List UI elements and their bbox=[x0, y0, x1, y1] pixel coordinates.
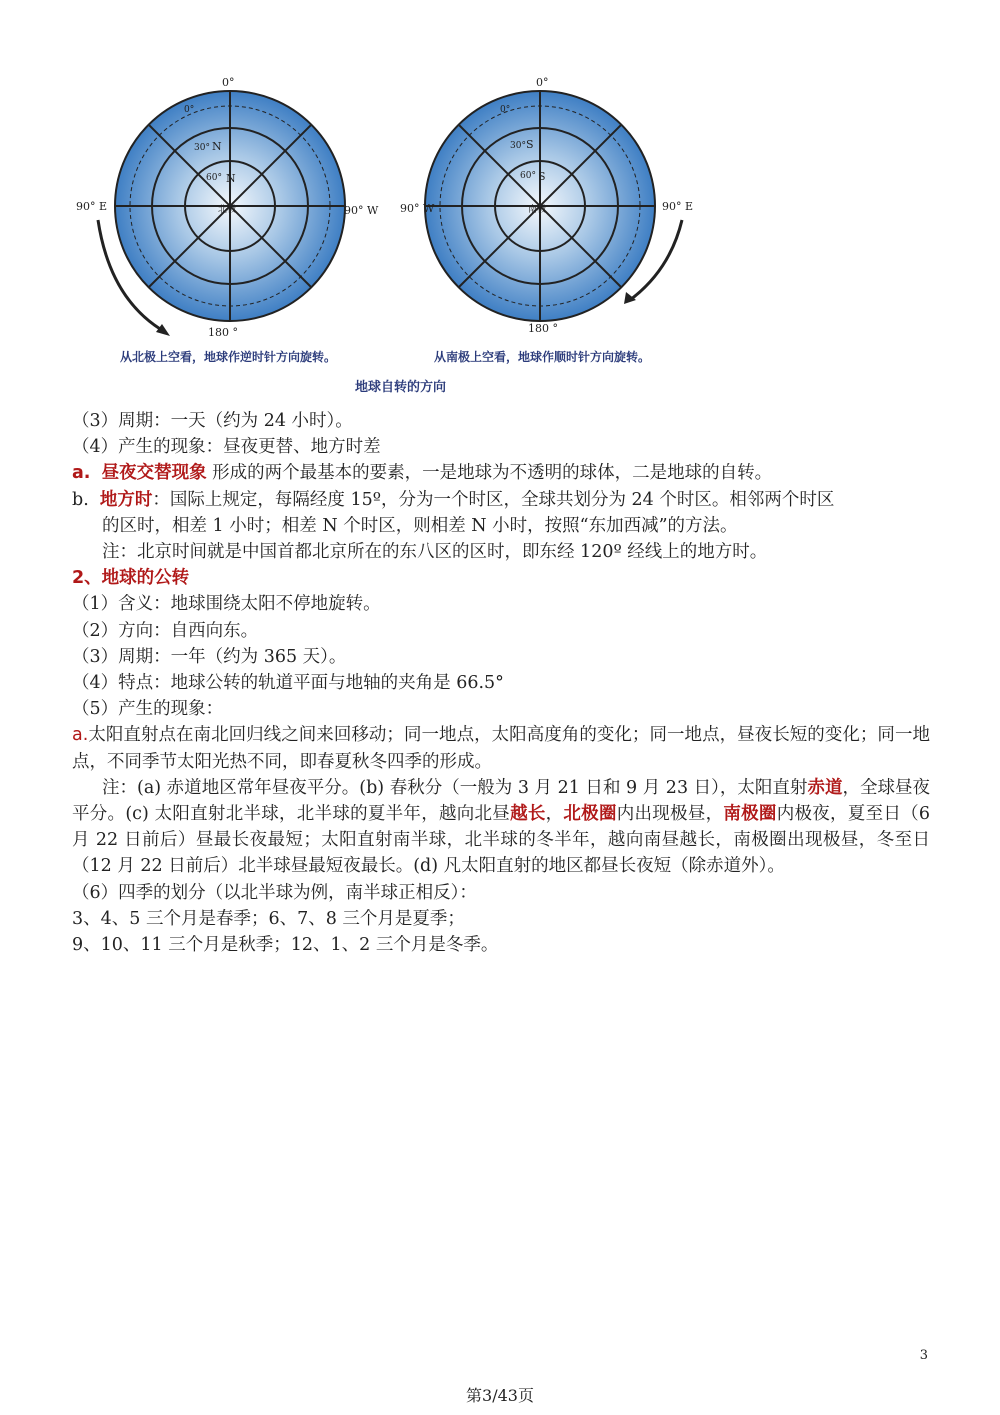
text: 注：(a) 赤道地区常年昼夜平分。(b) 春秋分（一般为 3 月 21 日和 9 月 23 日），太阳直射 bbox=[102, 777, 808, 798]
text: 内极夜，夏至日（6 月 22 日前后）昼最长夜最短；太阳直射南半球，北半球的冬半年，越向南昼越长，南极圈出现极昼，冬至日（12 月 22 日前后）北半球昼最短夜最长。(d) 凡太阳直射的地区都昼长夜短（除赤道外）。 bbox=[72, 804, 931, 877]
label: 南极 bbox=[528, 205, 547, 215]
label: 北极 bbox=[218, 205, 237, 215]
text-line: 3、4、5 三个月是春季；6、7、8 三个月是夏季； bbox=[72, 908, 465, 929]
term: 昼夜交替现象 bbox=[101, 463, 207, 484]
label: a. bbox=[72, 725, 89, 746]
point-b bbox=[72, 487, 930, 513]
label: 0° bbox=[222, 76, 235, 89]
point-a2 bbox=[72, 722, 930, 774]
text: 形成的两个最基本的要素，一是地球为不透明的球体，二是地球的自转。 bbox=[206, 463, 773, 484]
text-line: （1）含义：地球围绕太阳不停地旋转。 bbox=[72, 594, 381, 615]
label: 30° bbox=[510, 141, 526, 151]
text-line: （4）产生的现象：昼夜更替、地方时差 bbox=[72, 437, 381, 458]
text: 内出现极昼， bbox=[616, 804, 724, 825]
note: 注：北京时间就是中国首都北京所在的东八区的区时，即东经 120º 经线上的地方时。 bbox=[102, 542, 768, 563]
text-line: （4）特点：地球公转的轨道平面与地轴的夹角是 66.5° bbox=[72, 673, 504, 694]
text-line: 的区时，相差 1 小时；相差 N 个时区，则相差 N 小时，按照“东加西减”的方法。 bbox=[102, 515, 738, 536]
label: a. bbox=[72, 463, 91, 484]
label: 60° bbox=[520, 171, 536, 181]
text-line: （3）周期：一天（约为 24 小时）。 bbox=[72, 411, 353, 431]
label: N bbox=[226, 172, 236, 185]
figure-caption-right: 从南极上空看，地球作顺时针方向旋转。 bbox=[434, 350, 651, 364]
highlight: 越长 bbox=[510, 804, 546, 825]
south-pole-globe bbox=[425, 91, 682, 321]
highlight: 北极圈 bbox=[563, 804, 617, 825]
text-line: （6）四季的划分（以北半球为例，南半球正相反）： bbox=[72, 882, 477, 903]
label: 0° bbox=[184, 105, 195, 115]
label: S bbox=[538, 170, 546, 183]
text: ：国际上规定，每隔经度 15º，分为一个时区，全球共划分为 24 个时区。相邻两个时区 bbox=[152, 489, 835, 510]
body-text bbox=[72, 408, 930, 958]
label: 180 ° bbox=[208, 326, 238, 339]
text-line: （3）周期：一年（约为 365 天）。 bbox=[72, 646, 347, 667]
label: N bbox=[212, 140, 222, 153]
text: ， bbox=[545, 804, 564, 825]
label: 90° E bbox=[662, 200, 694, 213]
label: 90° W bbox=[400, 202, 435, 215]
label: 30° bbox=[194, 143, 210, 153]
highlight: 南极圈 bbox=[723, 804, 777, 825]
point-a bbox=[72, 460, 930, 486]
text-line: 9、10、11 三个月是秋季；12、1、2 三个月是冬季。 bbox=[72, 935, 499, 956]
text-line: （2）方向：自西向东。 bbox=[72, 620, 259, 641]
label: 90° W bbox=[344, 204, 379, 217]
figure-title: 地球自转的方向 bbox=[355, 380, 447, 395]
label: 90° E bbox=[76, 200, 108, 213]
term: 地方时 bbox=[99, 489, 153, 510]
text: 太阳直射点在南北回归线之间来回移动；同一地点，太阳高度角的变化；同一地点，昼夜长短的变化；同一地点，不同季节太阳光热不同，即春夏秋冬四季的形成。 bbox=[72, 725, 930, 772]
page-number: 3 bbox=[919, 1348, 928, 1363]
highlight: 赤道 bbox=[807, 777, 843, 798]
text-line: （5）产生的现象： bbox=[72, 699, 224, 720]
label: 0° bbox=[500, 105, 511, 115]
label: 180 ° bbox=[528, 322, 558, 335]
figure-caption-left: 从北极上空看，地球作逆时针方向旋转。 bbox=[120, 350, 337, 364]
label: 60° bbox=[206, 173, 222, 183]
note-2 bbox=[72, 775, 930, 880]
label: S bbox=[526, 138, 534, 151]
label: b. bbox=[72, 489, 89, 510]
page-footer: 第3/43页 bbox=[466, 1386, 534, 1405]
section-heading: 2、地球的公转 bbox=[72, 568, 190, 589]
text: ，全球昼夜平分。(c) 太阳直射北半球，北半球的夏半年，越向北昼 bbox=[72, 777, 931, 825]
label: 0° bbox=[536, 76, 549, 89]
